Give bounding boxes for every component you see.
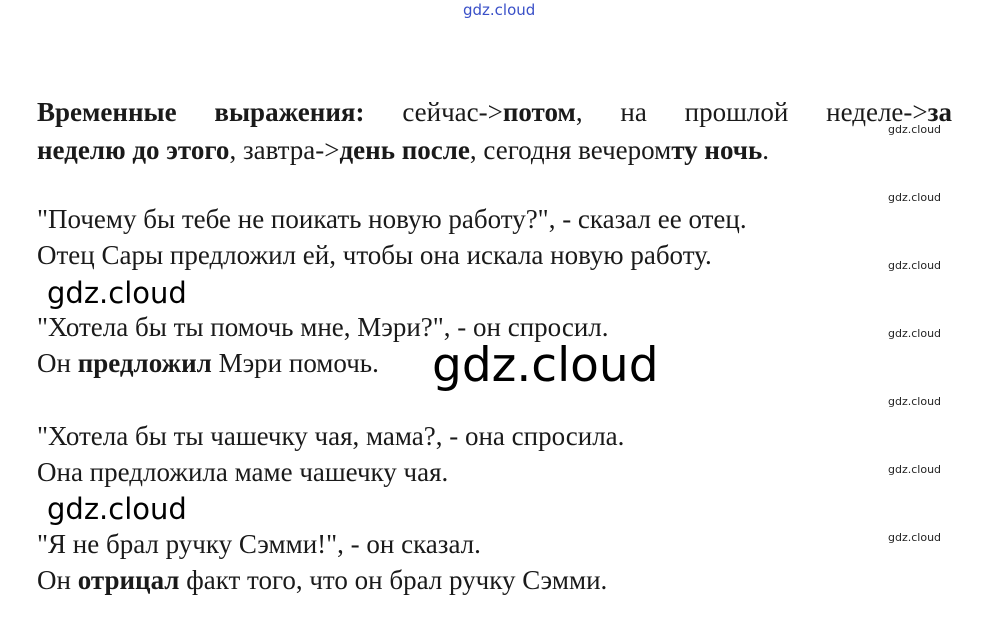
intro-bold: неделю до этого bbox=[37, 135, 230, 165]
intro-bold: день после bbox=[339, 135, 470, 165]
intro-line-1 bbox=[37, 96, 952, 128]
reported-text: Он bbox=[37, 348, 78, 378]
intro-text: сейчас-> bbox=[364, 97, 503, 127]
intro-line-2 bbox=[37, 134, 769, 166]
example-direct-speech: "Хотела бы ты чашечку чая, мама?, - она спросила. bbox=[37, 421, 625, 451]
watermark-medium: gdz.cloud bbox=[47, 492, 187, 526]
watermark-small: gdz.cloud bbox=[888, 191, 942, 204]
intro-bold: за bbox=[927, 97, 952, 127]
watermark-small: gdz.cloud bbox=[888, 395, 942, 408]
example-reported-speech bbox=[37, 564, 607, 596]
watermark-small: gdz.cloud bbox=[888, 327, 942, 340]
watermark-small: gdz.cloud bbox=[888, 123, 942, 136]
example-direct-speech: "Я не брал ручку Сэмми!", - он сказал. bbox=[37, 529, 481, 559]
reported-text: Он bbox=[37, 565, 78, 595]
example-direct-speech: "Почему бы тебе не поикать новую работу?", - сказал ее отец. bbox=[37, 204, 747, 234]
example-direct-speech: "Хотела бы ты помочь мне, Мэри?", - он спросил. bbox=[37, 312, 609, 342]
watermark-medium: gdz.cloud bbox=[47, 276, 187, 310]
example-reported-speech: Отец Сары предложил ей, чтобы она искала новую работу. bbox=[37, 240, 712, 270]
intro-label: Временные выражения: bbox=[37, 97, 365, 127]
intro-text: , завтра-> bbox=[229, 135, 340, 165]
example-reported-speech bbox=[37, 347, 379, 379]
intro-text: , на прошлой неделе-> bbox=[575, 97, 928, 127]
reported-text: Мэри помочь. bbox=[211, 348, 379, 378]
reported-verb: отрицал bbox=[77, 565, 180, 595]
example-reported-speech: Она предложила маме чашечку чая. bbox=[37, 457, 449, 487]
watermark-large: gdz.cloud bbox=[432, 338, 659, 393]
reported-verb: предложил bbox=[77, 348, 212, 378]
intro-bold: потом bbox=[502, 97, 576, 127]
watermark-top: gdz.cloud bbox=[463, 1, 536, 19]
intro-text: . bbox=[762, 135, 770, 165]
watermark-small: gdz.cloud bbox=[888, 463, 942, 476]
watermark-small: gdz.cloud bbox=[888, 259, 942, 272]
intro-bold: ту ночь bbox=[671, 135, 763, 165]
reported-text: факт того, что он брал ручку Сэмми. bbox=[179, 565, 608, 595]
intro-text: , сегодня вечером bbox=[469, 135, 672, 165]
watermark-small: gdz.cloud bbox=[888, 531, 942, 544]
